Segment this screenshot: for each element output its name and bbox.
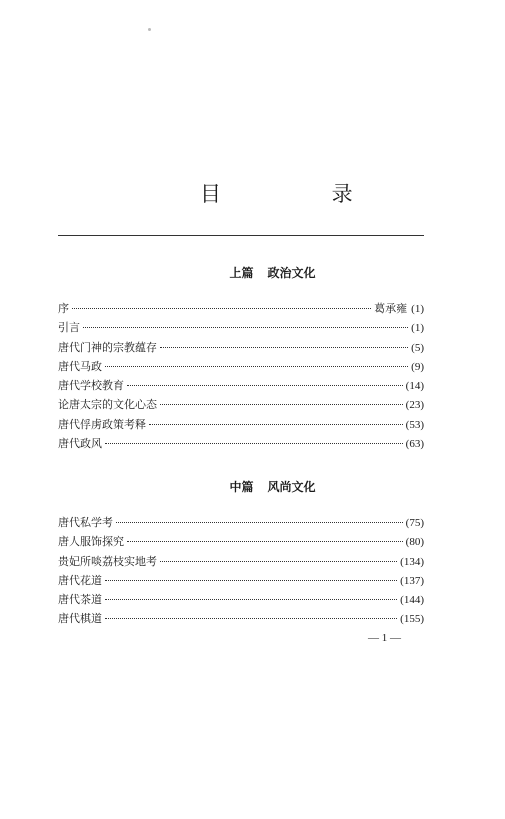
section-name: 风尚文化 [267,480,316,494]
toc-entry-title: 唐代学校教育 [58,379,124,393]
dot-leader [116,522,403,523]
toc-entry-page: (134) [400,555,424,568]
toc-entry [58,377,424,396]
toc-entry-title: 唐代俘虏政策考释 [58,417,146,431]
dot-leader [105,618,397,619]
toc-entry-title: 论唐太宗的文化心态 [58,398,157,412]
toc-entry-page: (80) [405,536,424,549]
toc-entry-title: 唐代门神的宗教蕴存 [58,340,157,354]
toc-entry-title: 唐代私学考 [58,516,113,529]
dot-leader [72,308,371,309]
toc-entry-page: (155) [400,613,424,626]
toc-entry-page: (23) [405,399,424,412]
toc-entry-page: (1) [411,303,424,315]
toc-entry-title: 唐代茶道 [58,593,102,607]
toc-entry [58,396,424,415]
toc-entry [58,610,424,629]
dot-leader [105,599,397,600]
toc-entry-title: 贵妃所啖荔枝实地考 [58,554,157,568]
toc-entry-title: 唐代马政 [58,359,102,373]
toc-entry [58,435,424,454]
toc-entry-title: 序 [58,302,69,315]
toc-entry-title: 唐代花道 [58,573,102,587]
dot-leader [127,385,403,386]
dot-leader [105,580,397,581]
toc-entry-page: (1) [411,322,424,335]
section-heading-middle [0,478,505,495]
dot-leader [105,443,403,444]
dot-leader [105,366,408,367]
toc-list-upper [58,300,424,454]
toc-entry-title: 唐代棋道 [58,612,102,626]
toc-entry-page: (5) [411,341,424,354]
toc-entry-page: (144) [400,594,424,607]
toc-entry [58,591,424,610]
dot-leader [83,327,408,328]
scan-speck [148,28,151,31]
dot-leader [160,347,408,348]
toc-entry-page: (75) [405,517,424,529]
toc-entry-page: (63) [405,438,424,451]
title-rule [58,235,424,236]
toc-entry [58,416,424,435]
toc-entry-page: (9) [411,360,424,373]
toc-entry [58,339,424,358]
section-heading-upper [0,264,505,281]
toc-entry-title: 引言 [58,321,80,335]
dot-leader [160,404,403,405]
section-name: 政治文化 [267,266,316,280]
dot-leader [160,561,397,562]
toc-entry [58,300,424,319]
toc-entry-page: (137) [400,574,424,587]
toc-entry [58,514,424,533]
page-number: — 1 — [368,632,401,644]
toc-entry [58,553,424,572]
toc-entry-page: (14) [405,380,424,393]
toc-entry [58,533,424,552]
toc-entry-title: 唐人服饰探究 [58,535,124,549]
toc-entry-author: 葛承雍 [374,302,408,315]
page-title: 目 录 [200,182,405,206]
toc-entry [58,358,424,377]
dot-leader [127,541,403,542]
toc-entry-title: 唐代政风 [58,437,102,451]
toc-entry [58,572,424,591]
toc-list-middle [58,514,424,630]
section-part-label: 上篇 [229,266,254,280]
toc-entry [58,319,424,338]
section-part-label: 中篇 [229,480,254,494]
toc-entry-page: (53) [405,418,424,431]
dot-leader [149,424,403,425]
